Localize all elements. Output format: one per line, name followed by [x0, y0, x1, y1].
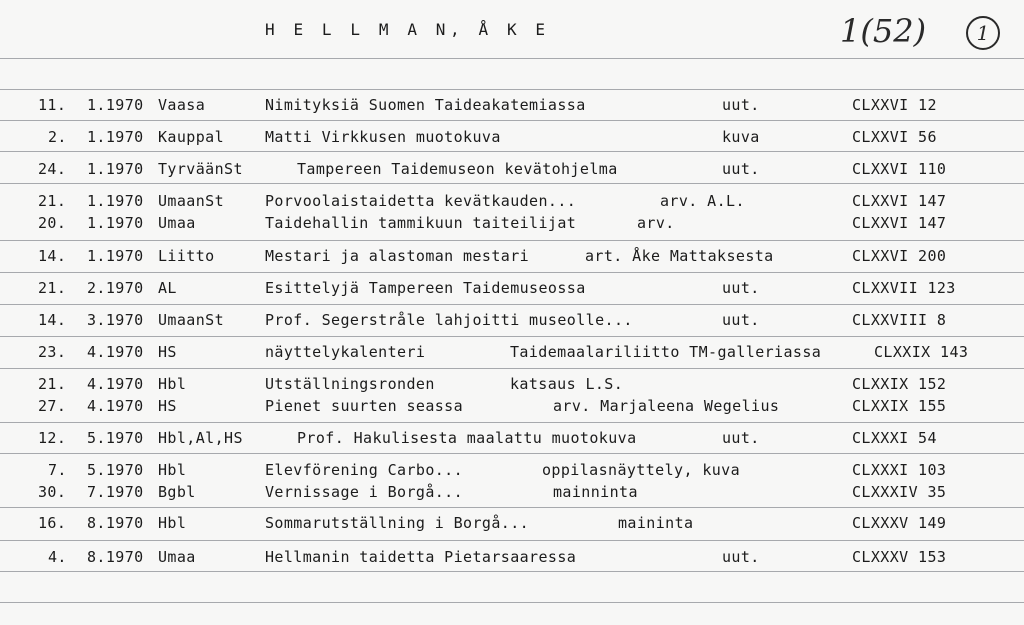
entry-ref: CLXXXI 54	[852, 429, 937, 447]
entry-paper: TyrväänSt	[158, 160, 243, 178]
circled-number-text: 1	[976, 21, 990, 45]
card-rule	[0, 183, 1024, 184]
entry-type: arv. Marjaleena Wegelius	[553, 397, 780, 415]
entry-subject: Matti Virkkusen muotokuva	[265, 128, 501, 146]
card-rule	[0, 540, 1024, 541]
entry-day: 14.	[38, 311, 67, 329]
entry-type: arv. A.L.	[660, 192, 745, 210]
entry-subject: Prof. Segerstråle lahjoitti museolle...	[265, 311, 633, 329]
entry-ref: CLXXVI 12	[852, 96, 937, 114]
card-rule	[0, 151, 1024, 152]
entry-paper: UmaanSt	[158, 192, 225, 210]
entry-day: 24.	[38, 160, 67, 178]
entry-day: 16.	[38, 514, 67, 532]
entry-ref: CLXXVII 123	[852, 279, 956, 297]
entry-ref: CLXXIX 155	[852, 397, 947, 415]
entry-type: uut.	[722, 548, 760, 566]
card-rule	[0, 422, 1024, 423]
card-title: H E L L M A N, Å K E	[265, 20, 550, 39]
entry-date: 3.1970	[87, 311, 144, 329]
entry-ref: CLXXVI 200	[852, 247, 947, 265]
entry-paper: Hbl	[158, 514, 187, 532]
entry-type: uut.	[722, 279, 760, 297]
entry-day: 2.	[48, 128, 67, 146]
entry-type: oppilasnäyttely, kuva	[542, 461, 741, 479]
entry-subject: Nimityksiä Suomen Taideakatemiassa	[265, 96, 586, 114]
card-rule	[0, 304, 1024, 305]
entry-date: 1.1970	[87, 160, 144, 178]
entry-subject: Vernissage i Borgå...	[265, 483, 464, 501]
entry-type: art. Åke Mattaksesta	[585, 247, 774, 265]
entry-subject: näyttelykalenteri	[265, 343, 426, 361]
entry-subject: Elevförening Carbo...	[265, 461, 464, 479]
entry-ref: CLXXXV 153	[852, 548, 947, 566]
entry-day: 14.	[38, 247, 67, 265]
entry-subject: Esittelyjä Tampereen Taidemuseossa	[265, 279, 586, 297]
entry-subject: Taidehallin tammikuun taiteilijat	[265, 214, 577, 232]
entry-day: 27.	[38, 397, 67, 415]
entry-paper: UmaanSt	[158, 311, 225, 329]
entry-paper: Umaa	[158, 548, 196, 566]
entry-paper: Kauppal	[158, 128, 225, 146]
entry-paper: Hbl	[158, 461, 187, 479]
entry-subject: Porvoolaistaidetta kevätkauden...	[265, 192, 577, 210]
entry-paper: HS	[158, 397, 177, 415]
entry-day: 11.	[38, 96, 67, 114]
entry-date: 5.1970	[87, 461, 144, 479]
entry-type: arv.	[637, 214, 675, 232]
entry-ref: CLXXXI 103	[852, 461, 947, 479]
handwritten-card-number: 1(52)	[840, 12, 927, 50]
entry-subject: Utställningsronden	[265, 375, 435, 393]
entry-paper: Umaa	[158, 214, 196, 232]
entry-type: Taidemaalariliitto TM-galleriassa	[510, 343, 822, 361]
entry-day: 20.	[38, 214, 67, 232]
entry-paper: Vaasa	[158, 96, 206, 114]
entry-ref: CLXXVI 147	[852, 192, 947, 210]
card-rule	[0, 120, 1024, 121]
entry-day: 21.	[38, 192, 67, 210]
entry-type: maininta	[618, 514, 694, 532]
entry-ref: CLXXIX 152	[852, 375, 947, 393]
entry-date: 7.1970	[87, 483, 144, 501]
entry-ref: CLXXIX 143	[874, 343, 969, 361]
entry-day: 7.	[48, 461, 67, 479]
entry-type: uut.	[722, 160, 760, 178]
entry-date: 1.1970	[87, 247, 144, 265]
entry-date: 8.1970	[87, 514, 144, 532]
entry-subject: Sommarutställning i Borgå...	[265, 514, 530, 532]
entry-date: 5.1970	[87, 429, 144, 447]
entry-subject: Pienet suurten seassa	[265, 397, 464, 415]
card-rule	[0, 571, 1024, 572]
entry-subject: Hellmanin taidetta Pietarsaaressa	[265, 548, 577, 566]
card-rule	[0, 58, 1024, 59]
entry-day: 21.	[38, 375, 67, 393]
entry-ref: CLXXXIV 35	[852, 483, 947, 501]
entry-paper: Hbl,Al,HS	[158, 429, 243, 447]
entry-date: 4.1970	[87, 343, 144, 361]
entry-type: uut.	[722, 311, 760, 329]
entry-date: 1.1970	[87, 214, 144, 232]
entry-date: 8.1970	[87, 548, 144, 566]
card-rule	[0, 453, 1024, 454]
entry-day: 23.	[38, 343, 67, 361]
card-rule	[0, 602, 1024, 603]
entry-ref: CLXXVIII 8	[852, 311, 947, 329]
entry-paper: Bgbl	[158, 483, 196, 501]
entry-ref: CLXXXV 149	[852, 514, 947, 532]
entry-type: kuva	[722, 128, 760, 146]
entry-day: 12.	[38, 429, 67, 447]
entry-paper: HS	[158, 343, 177, 361]
card-rule	[0, 507, 1024, 508]
entry-paper: Hbl	[158, 375, 187, 393]
entry-ref: CLXXVI 56	[852, 128, 937, 146]
entry-subject: Mestari ja alastoman mestari	[265, 247, 530, 265]
entry-date: 2.1970	[87, 279, 144, 297]
entry-day: 30.	[38, 483, 67, 501]
entry-type: katsaus L.S.	[510, 375, 624, 393]
entry-type: uut.	[722, 96, 760, 114]
entry-day: 4.	[48, 548, 67, 566]
entry-paper: Liitto	[158, 247, 215, 265]
card-rule	[0, 336, 1024, 337]
entry-day: 21.	[38, 279, 67, 297]
card-rule	[0, 272, 1024, 273]
entry-ref: CLXXVI 110	[852, 160, 947, 178]
entry-type: uut.	[722, 429, 760, 447]
entry-date: 4.1970	[87, 397, 144, 415]
circled-number-icon	[966, 16, 1000, 50]
entry-date: 4.1970	[87, 375, 144, 393]
card-rule	[0, 240, 1024, 241]
card-rule	[0, 368, 1024, 369]
entry-date: 1.1970	[87, 128, 144, 146]
entry-date: 1.1970	[87, 192, 144, 210]
entry-type: mainninta	[553, 483, 638, 501]
entry-ref: CLXXVI 147	[852, 214, 947, 232]
entry-subject: Prof. Hakulisesta maalattu muotokuva	[297, 429, 637, 447]
entry-date: 1.1970	[87, 96, 144, 114]
entry-paper: AL	[158, 279, 177, 297]
card-rule	[0, 89, 1024, 90]
entry-subject: Tampereen Taidemuseon kevätohjelma	[297, 160, 618, 178]
